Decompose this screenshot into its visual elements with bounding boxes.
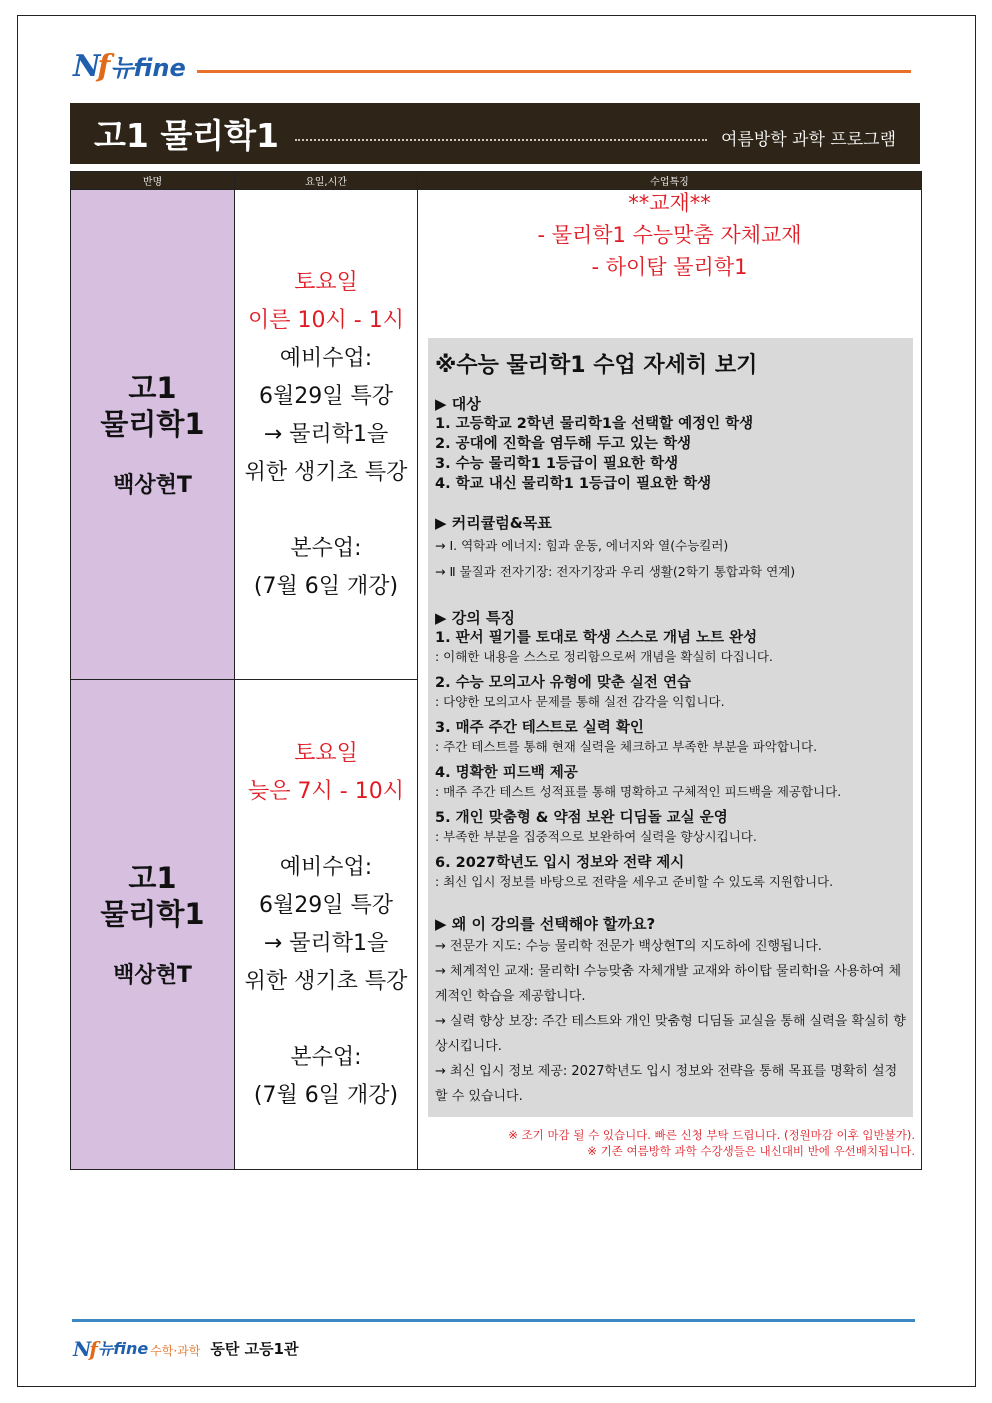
why-item: → 체계적인 교재: 물리학Ⅰ 수능맞춤 자체개발 교재와 하이탑 물리학Ⅰ을 사용하여 체계적인 학습을 제공합니다. <box>435 964 902 1004</box>
notice-line: ※ 기존 여름방학 과학 수강생들은 내신대비 반에 우선배치됩니다. <box>587 1144 915 1158</box>
class-subject: 물리학1 <box>100 897 205 931</box>
header-day-time: 요일,시간 <box>235 172 418 190</box>
pre-class-desc: 위한 생기초 특강 <box>244 968 408 994</box>
list-item: 3. 수능 물리학1 1등급이 필요한 학생 <box>435 456 679 472</box>
class-name-cell <box>71 680 235 1170</box>
class-grade: 고1 <box>128 861 177 895</box>
main-class-date: (7월 6일 개강) <box>253 573 399 599</box>
footer-subject: 수학·과학 <box>150 1344 201 1358</box>
info-box <box>428 338 913 1117</box>
list-item: → Ⅰ. 역학과 에너지: 힘과 운동, 에너지와 열(수능킬러) <box>435 538 729 553</box>
list-item: 2. 공대에 진학을 염두해 두고 있는 학생 <box>435 436 691 452</box>
footer-logo-mark: Nf <box>73 1337 96 1361</box>
list-item: → Ⅱ 물질과 전자기장: 전자기장과 우리 생활(2학기 통합과학 연계) <box>435 564 796 579</box>
time-cell <box>235 190 418 680</box>
class-grade: 고1 <box>128 371 177 405</box>
dotted-leader <box>295 139 707 141</box>
footer-divider <box>72 1319 915 1322</box>
header-class-name: 반명 <box>71 172 235 190</box>
pre-class-arrow: → 물리학1을 <box>263 421 389 447</box>
title-banner <box>70 103 920 164</box>
class-subject: 물리학1 <box>100 407 205 441</box>
logo-mark: Nf <box>73 49 108 84</box>
main-class-date: (7월 6일 개강) <box>253 1082 399 1108</box>
main-class-label: 본수업: <box>290 535 362 561</box>
footer-logo <box>73 1336 299 1359</box>
pre-class-arrow: → 물리학1을 <box>263 930 389 956</box>
list-item: 4. 학교 내신 물리학1 1등급이 필요한 학생 <box>435 476 712 492</box>
why-item: → 실력 향상 보장: 주간 테스트와 개인 맞춤형 디딤돌 교실을 통해 실력을 확실히 향상시킵니다. <box>435 1014 906 1054</box>
program-subtitle: 여름방학 과학 프로그램 <box>720 130 896 150</box>
target-heading: ▶ 대상 <box>435 395 481 413</box>
class-name-cell <box>71 190 235 680</box>
notice-area <box>418 1117 921 1165</box>
header-divider <box>197 70 911 73</box>
lecture-item-desc: : 부족한 부분을 집중적으로 보완하여 실력을 향상시킵니다. <box>435 829 757 844</box>
list-item: 1. 고등학교 2학년 물리학1을 선택할 예정인 학생 <box>435 416 754 432</box>
class-day: 토요일 <box>294 269 358 295</box>
curriculum-heading: ▶ 커리큘럼&목표 <box>435 514 552 532</box>
why-item: → 전문가 지도: 수능 물리학 전문가 백상현T의 지도하에 진행됩니다. <box>435 939 822 954</box>
header-features: 수업특징 <box>418 172 922 190</box>
textbook-title: **교재** <box>628 191 711 215</box>
why-heading: ▶ 왜 이 강의를 선택해야 할까요? <box>435 915 656 933</box>
lecture-item-title: 3. 매주 주간 테스트로 실력 확인 <box>435 720 644 736</box>
page-title: 고1 물리학1 <box>94 116 279 155</box>
time-cell <box>235 680 418 1170</box>
lecture-item-title: 6. 2027학년도 입시 정보와 전략 제시 <box>435 855 685 871</box>
class-time: 늦은 7시 - 10시 <box>248 778 404 804</box>
lecture-item-title: 2. 수능 모의고사 유형에 맞춘 실전 연습 <box>435 675 691 691</box>
info-box-title: ※수능 물리학1 수업 자세히 보기 <box>435 353 758 378</box>
lecture-item-title: 1. 판서 필기를 토대로 학생 스스로 개념 노트 완성 <box>435 630 758 646</box>
class-time: 이른 10시 - 1시 <box>248 307 404 333</box>
pre-class-date: 6월29일 특강 <box>259 892 393 918</box>
logo-brand: 뉴fine <box>110 54 186 82</box>
lecture-heading: ▶ 강의 특징 <box>435 609 515 627</box>
schedule-table <box>70 171 922 1170</box>
notice-line: ※ 조기 마감 될 수 있습니다. 빠른 신청 부탁 드립니다. (정원마감 이후 입반불가). <box>508 1128 915 1142</box>
lecture-item-desc: : 다양한 모의고사 문제를 통해 실전 감각을 익힙니다. <box>435 694 725 709</box>
pre-class-label: 예비수업: <box>279 345 373 371</box>
pre-class-label: 예비수업: <box>279 854 373 880</box>
lecture-item-title: 4. 명확한 피드백 제공 <box>435 765 578 781</box>
class-day: 토요일 <box>294 740 358 766</box>
main-class-label: 본수업: <box>290 1044 362 1070</box>
teacher-name: 백상현T <box>113 473 192 498</box>
pre-class-date: 6월29일 특강 <box>259 383 393 409</box>
why-item: → 최신 입시 정보 제공: 2027학년도 입시 정보와 전략을 통해 목표를 명확히 설정할 수 있습니다. <box>435 1064 898 1104</box>
footer-branch: 동탄 고등1관 <box>210 1340 299 1358</box>
footer-brand: 뉴fine <box>97 1339 149 1358</box>
pre-class-desc: 위한 생기초 특강 <box>244 459 408 485</box>
features-cell <box>418 190 922 1170</box>
lecture-item-desc: : 주간 테스트를 통해 현재 실력을 체크하고 부족한 부분을 파악합니다. <box>435 739 818 754</box>
lecture-item-desc: : 이해한 내용을 스스로 정리함으로써 개념을 확실히 다집니다. <box>435 649 773 664</box>
table-row <box>71 190 922 680</box>
brand-logo <box>73 48 186 82</box>
teacher-name: 백상현T <box>113 963 192 988</box>
lecture-item-desc: : 매주 주간 테스트 성적표를 통해 명확하고 구체적인 피드백을 제공합니다. <box>435 784 842 799</box>
lecture-item-desc: : 최신 입시 정보를 바탕으로 전략을 세우고 준비할 수 있도록 지원합니다. <box>435 874 834 889</box>
lecture-item-title: 5. 개인 맞춤형 & 약점 보완 디딤돌 교실 운영 <box>435 810 728 826</box>
textbook-item: - 물리학1 수능맞춤 자체교재 <box>537 223 802 247</box>
textbook-item: - 하이탑 물리학1 <box>591 255 748 279</box>
